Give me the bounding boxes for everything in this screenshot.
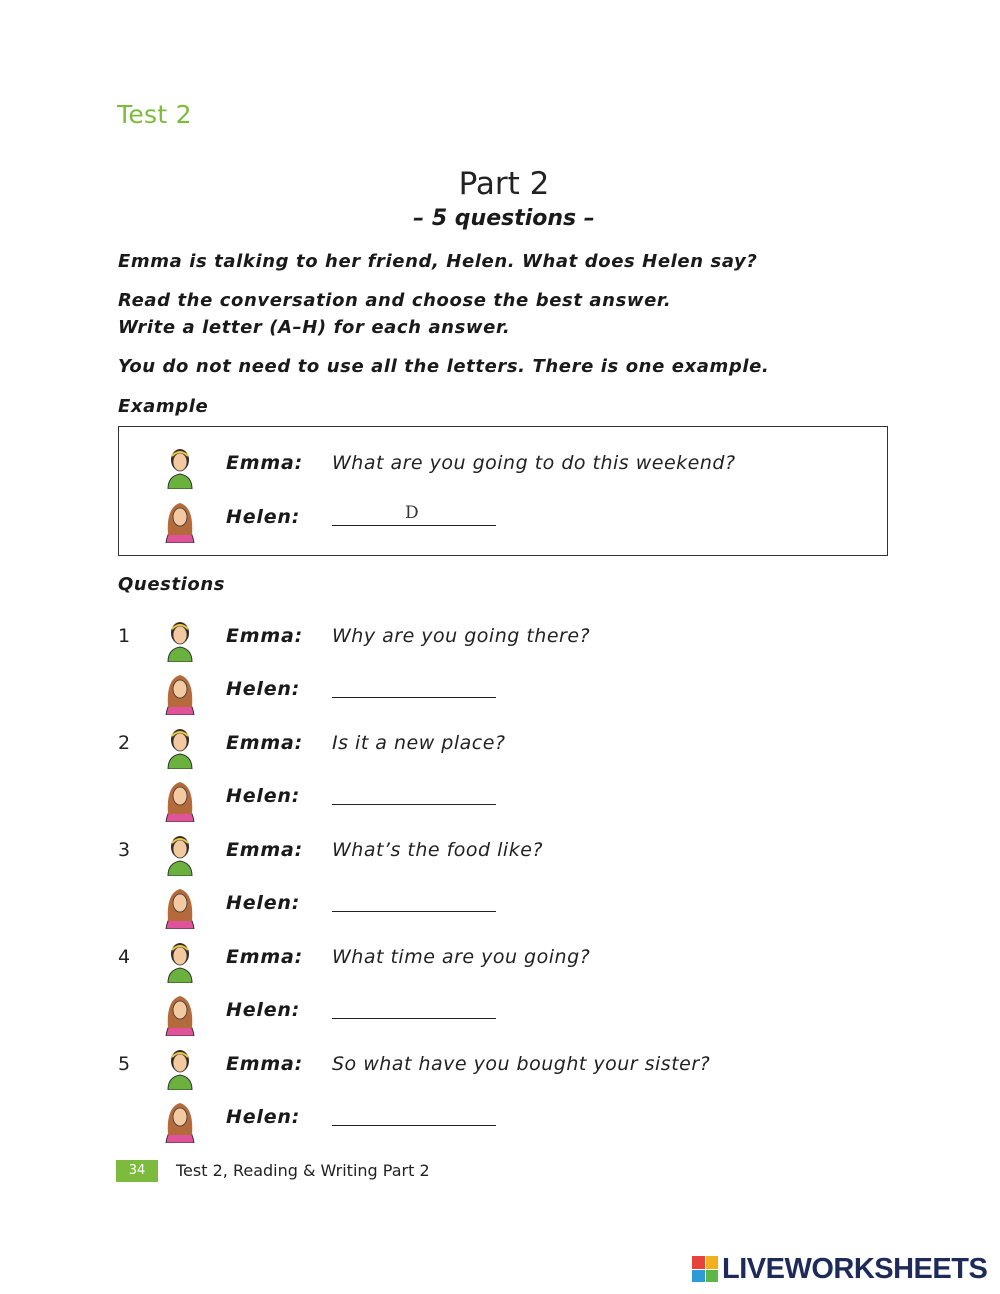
question-number: 2 <box>118 732 131 754</box>
emma-avatar-icon <box>158 616 202 662</box>
helen-avatar-icon <box>158 1097 202 1143</box>
example-box <box>118 426 888 556</box>
answer-input-1[interactable] <box>332 673 496 698</box>
footer-caption: Test 2, Reading & Writing Part 2 <box>176 1161 430 1180</box>
helen-label: Helen: <box>226 785 301 807</box>
answer-input-4[interactable] <box>332 994 496 1019</box>
helen-label: Helen: <box>226 999 301 1021</box>
liveworksheets-logo-icon <box>692 1256 718 1282</box>
instruction-write: Write a letter (A–H) for each answer. <box>118 317 511 338</box>
answer-input-3[interactable] <box>332 887 496 912</box>
emma-question-text: So what have you bought your sister? <box>332 1053 711 1075</box>
emma-label: Emma: <box>226 625 303 647</box>
emma-avatar-icon <box>158 1044 202 1090</box>
page-number: 34 <box>116 1160 158 1182</box>
example-answer: D <box>405 503 419 523</box>
helen-avatar-icon <box>158 883 202 929</box>
emma-avatar-icon <box>158 830 202 876</box>
example-emma-label: Emma: <box>226 452 303 474</box>
part-title: Part 2 <box>458 166 550 202</box>
emma-question-text: What time are you going? <box>332 946 591 968</box>
example-emma-text: What are you going to do this weekend? <box>332 452 736 474</box>
answer-input-2[interactable] <box>332 780 496 805</box>
answer-input-5[interactable] <box>332 1101 496 1126</box>
example-heading: Example <box>118 396 209 417</box>
question-number: 3 <box>118 839 131 861</box>
part-subtitle: – 5 questions – <box>413 206 595 231</box>
question-number: 5 <box>118 1053 131 1075</box>
helen-label: Helen: <box>226 892 301 914</box>
questions-heading: Questions <box>118 574 226 595</box>
helen-avatar-icon <box>158 990 202 1036</box>
question-number: 4 <box>118 946 131 968</box>
test-label: Test 2 <box>117 100 192 129</box>
emma-question-text: Why are you going there? <box>332 625 591 647</box>
example-helen-label: Helen: <box>226 506 301 528</box>
helen-avatar-icon <box>158 497 202 543</box>
emma-label: Emma: <box>226 839 303 861</box>
emma-label: Emma: <box>226 1053 303 1075</box>
emma-question-text: Is it a new place? <box>332 732 506 754</box>
helen-avatar-icon <box>158 776 202 822</box>
emma-question-text: What’s the food like? <box>332 839 543 861</box>
liveworksheets-logo[interactable] <box>692 1252 987 1286</box>
emma-avatar-icon <box>158 723 202 769</box>
emma-avatar-icon <box>158 937 202 983</box>
instruction-context: Emma is talking to her friend, Helen. What does Helen say? <box>118 251 758 272</box>
emma-label: Emma: <box>226 732 303 754</box>
helen-label: Helen: <box>226 678 301 700</box>
instruction-read: Read the conversation and choose the best answer. <box>118 290 672 311</box>
emma-avatar-icon <box>158 443 202 489</box>
logo-text: LIVEWORKSHEETS <box>722 1252 988 1285</box>
question-number: 1 <box>118 625 131 647</box>
helen-avatar-icon <box>158 669 202 715</box>
helen-label: Helen: <box>226 1106 301 1128</box>
instruction-note: You do not need to use all the letters. There is one example. <box>118 356 770 377</box>
emma-label: Emma: <box>226 946 303 968</box>
